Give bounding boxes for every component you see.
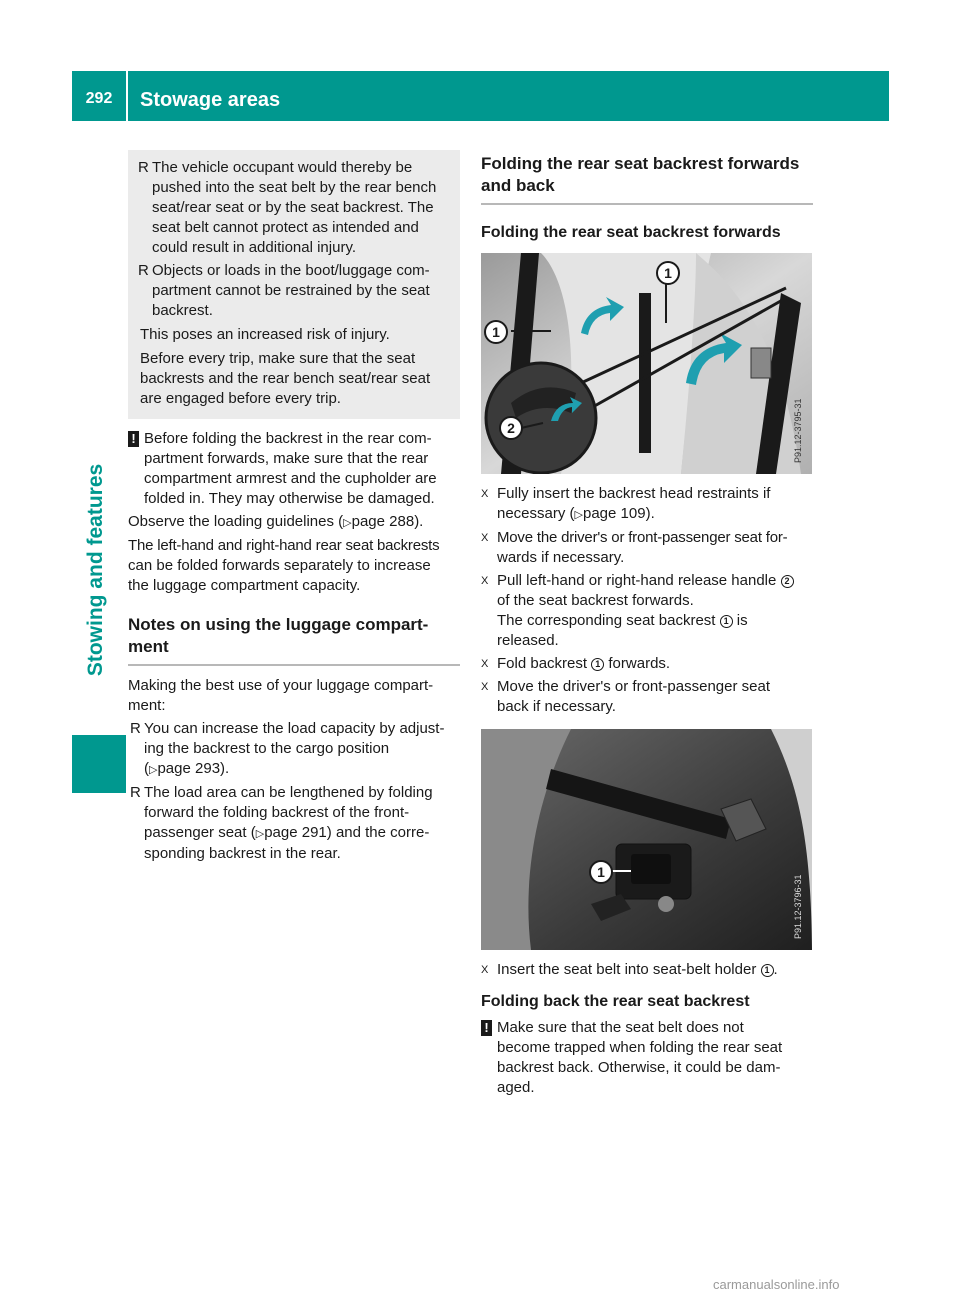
sub-heading: Folding back the rear seat backrest — [481, 993, 750, 1010]
side-tab — [76, 420, 116, 720]
belt-notice: ! Make sure that the seat belt does not become trapped when folding the rear seat backrest back. Otherwise, it could be dam- aged. — [481, 1018, 813, 1098]
callout-1: 1 — [484, 320, 508, 344]
page-ref-icon: ▷ — [255, 828, 265, 840]
callout-number: 2 — [781, 575, 794, 588]
callout-number: 1 — [720, 615, 733, 628]
notes-bullet: R The load area can be lengthened by folding forward the folding backrest of the front- passenger seat (▷page 291) and the corre- sponding backrest in the rear. — [130, 784, 433, 862]
belt-holder-illustration — [481, 729, 812, 950]
step-arrow-icon: X — [481, 575, 489, 587]
section-heading: Folding the rear seat backrest forwards and back — [481, 153, 813, 205]
page-reference-link[interactable]: page 291 — [264, 824, 327, 841]
right-column — [481, 150, 813, 1098]
warning-text: Before every trip, make sure that the seat backrests and the rear bench seat/rear seat are engaged before every trip. — [140, 350, 431, 407]
step-arrow-icon: X — [481, 681, 489, 693]
page-reference-link[interactable]: page 109 — [583, 505, 646, 522]
step-arrow-icon: X — [481, 532, 489, 544]
step-arrow-icon: X — [481, 658, 489, 670]
side-tab-label: Stowing and features — [84, 463, 107, 677]
exclamation-icon: ! — [128, 431, 139, 447]
step-arrow-icon: X — [481, 964, 489, 976]
step-item: X Fold backrest 1 forwards. — [481, 655, 671, 672]
step-item: X Pull left-hand or right-hand release handle 2 of the seat backrest forwards. The corresponding seat backrest 1 is released. — [481, 571, 813, 651]
bullet-icon: R — [130, 720, 141, 737]
bullet-icon: R — [138, 262, 149, 279]
watermark: carmanualsonline.info — [713, 1277, 840, 1292]
step-item: X Move the driver's or front-passenger seat back if necessary. — [481, 678, 770, 715]
side-tab-block — [72, 735, 126, 793]
damage-notice: ! Before folding the backrest in the rear com- partment forwards, make sure that the rear compartment armrest and the cupholder are folded in. They may otherwise be damaged. — [128, 429, 460, 509]
page-ref-icon: ▷ — [343, 517, 352, 529]
exclamation-icon: ! — [481, 1020, 492, 1036]
callout-2: 2 — [499, 416, 523, 440]
notes-heading: Notes on using the luggage compart- ment — [128, 614, 460, 666]
page-ref-icon: ▷ — [149, 764, 158, 776]
step-item: X Move the driver's or front-passenger seat for- wards if necessary. — [481, 529, 788, 566]
callout-number: 1 — [761, 964, 774, 977]
warning-bullet: R The vehicle occupant would thereby be pushed into the seat belt by the rear bench seat/rear seat or by the seat backrest. The seat belt cannot protect as intended and could result in additional injury. — [138, 159, 437, 256]
notes-intro: Making the best use of your luggage compart- ment: — [128, 677, 434, 714]
warning-bullet: R Objects or loads in the boot/luggage com- partment cannot be restrained by the seat backrest. — [138, 262, 430, 319]
header-divider — [126, 71, 128, 121]
figure-seat-belt-holder — [481, 729, 812, 950]
figure-code: P91.12-3795-31 — [793, 398, 803, 463]
observe-text: Observe the loading guidelines (▷page 288). — [128, 513, 424, 530]
step-item: X Fully insert the backrest head restraints if necessary (▷page 109). — [481, 485, 771, 522]
page-number: 292 — [85, 90, 113, 107]
callout-1: 1 — [589, 860, 613, 884]
step-item: X Insert the seat belt into seat-belt holder 1 . — [481, 961, 778, 978]
figure-code: P91.12-3796-31 — [793, 874, 803, 939]
warning-text: This poses an increased risk of injury. — [140, 326, 390, 343]
page-ref-icon: ▷ — [574, 509, 583, 521]
bullet-icon: R — [130, 784, 141, 801]
page-reference-link[interactable]: page 288 — [351, 513, 415, 530]
sub-heading: Folding the rear seat backrest forwards — [481, 224, 781, 241]
callout-1: 1 — [656, 261, 680, 285]
step-arrow-icon: X — [481, 488, 489, 500]
page-reference-link[interactable]: page 293 — [157, 760, 221, 777]
bullet-icon: R — [138, 159, 149, 176]
seat-illustration — [481, 253, 812, 474]
callout-number: 1 — [591, 658, 604, 671]
fold-info-text: The left-hand and right-hand rear seat backrests can be folded forwards separately to increase the luggage compartment capacity. — [128, 537, 440, 594]
warning-box — [128, 150, 460, 419]
notes-bullet: R You can increase the load capacity by adjust- ing the backrest to the cargo position (▷page 293). — [130, 720, 445, 777]
page-title: Stowage areas — [140, 89, 281, 111]
left-column — [128, 150, 460, 867]
figure-seat-backrest — [481, 253, 812, 474]
